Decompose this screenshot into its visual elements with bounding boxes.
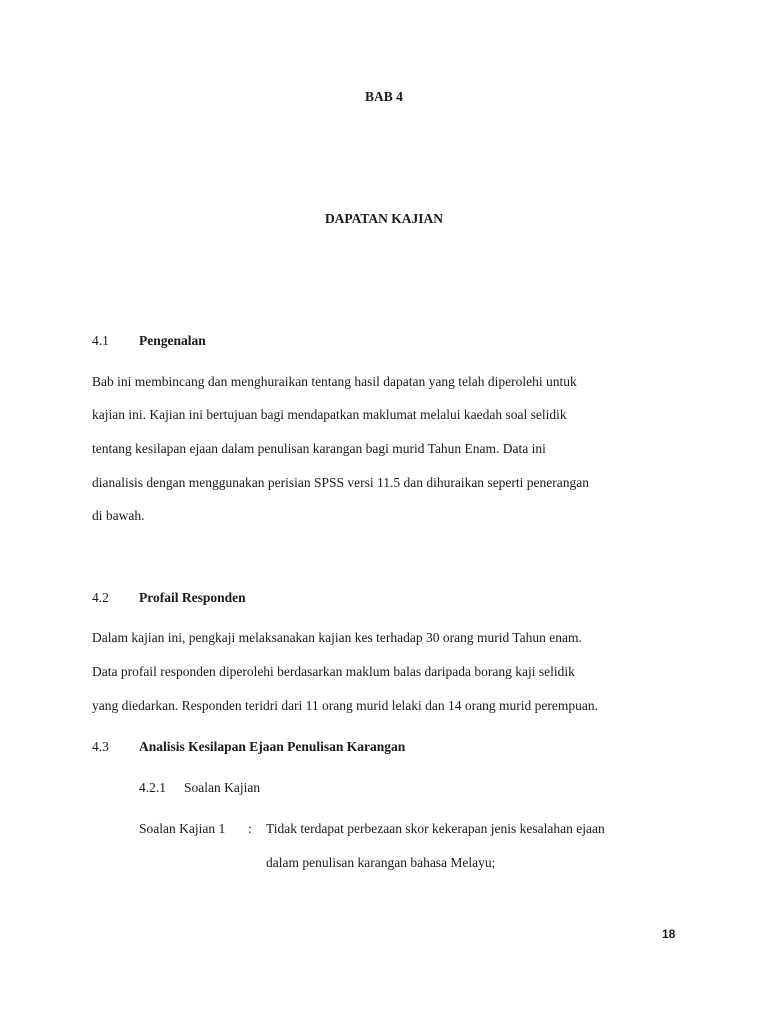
para-4-1-line: Bab ini membincang dan menghuraikan tentang hasil dapatan yang telah diperolehi untuk <box>92 374 577 389</box>
para-4-1-line: kajian ini. Kajian ini bertujuan bagi mendapatkan maklumat melalui kaedah soal selidik <box>92 407 567 422</box>
subsection-4-2-1-number: 4.2.1 <box>139 780 166 795</box>
para-4-2-line: Dalam kajian ini, pengkaji melaksanakan kajian kes terhadap 30 orang murid Tahun enam. <box>92 630 582 645</box>
subsection-4-2-1-title: Soalan Kajian <box>184 780 261 795</box>
para-4-1-line: tentang kesilapan ejaan dalam penulisan karangan bagi murid Tahun Enam. Data ini <box>92 441 546 456</box>
chapter-title: DAPATAN KAJIAN <box>324 211 444 226</box>
section-4-1-title: Pengenalan <box>139 333 206 348</box>
section-4-3-title: Analisis Kesilapan Ejaan Penulisan Karangan <box>139 739 406 754</box>
chapter-number: BAB 4 <box>365 89 403 104</box>
para-4-1-line: dianalisis dengan menggunakan perisian SPSS versi 11.5 dan dihuraikan seperti penerangan <box>92 475 590 490</box>
question-text-line: dalam penulisan karangan bahasa Melayu; <box>266 855 496 870</box>
section-4-2-number: 4.2 <box>92 590 109 605</box>
para-4-2-line: yang diedarkan. Responden teridri dari 11 orang murid lelaki dan 14 orang murid perempuan. <box>92 698 598 713</box>
question-colon: : <box>248 821 252 836</box>
section-4-2-title: Profail Responden <box>139 590 246 605</box>
page-number: 18 <box>662 927 676 941</box>
section-4-1-number: 4.1 <box>92 333 109 348</box>
para-4-2-line: Data profail responden diperolehi berdasarkan maklum balas daripada borang kaji selidik <box>92 664 575 679</box>
para-4-1-line: di bawah. <box>92 508 145 523</box>
section-4-3-number: 4.3 <box>92 739 109 754</box>
question-label: Soalan Kajian 1 <box>139 821 226 836</box>
question-text-line: Tidak terdapat perbezaan skor kekerapan jenis kesalahan ejaan <box>266 821 605 836</box>
